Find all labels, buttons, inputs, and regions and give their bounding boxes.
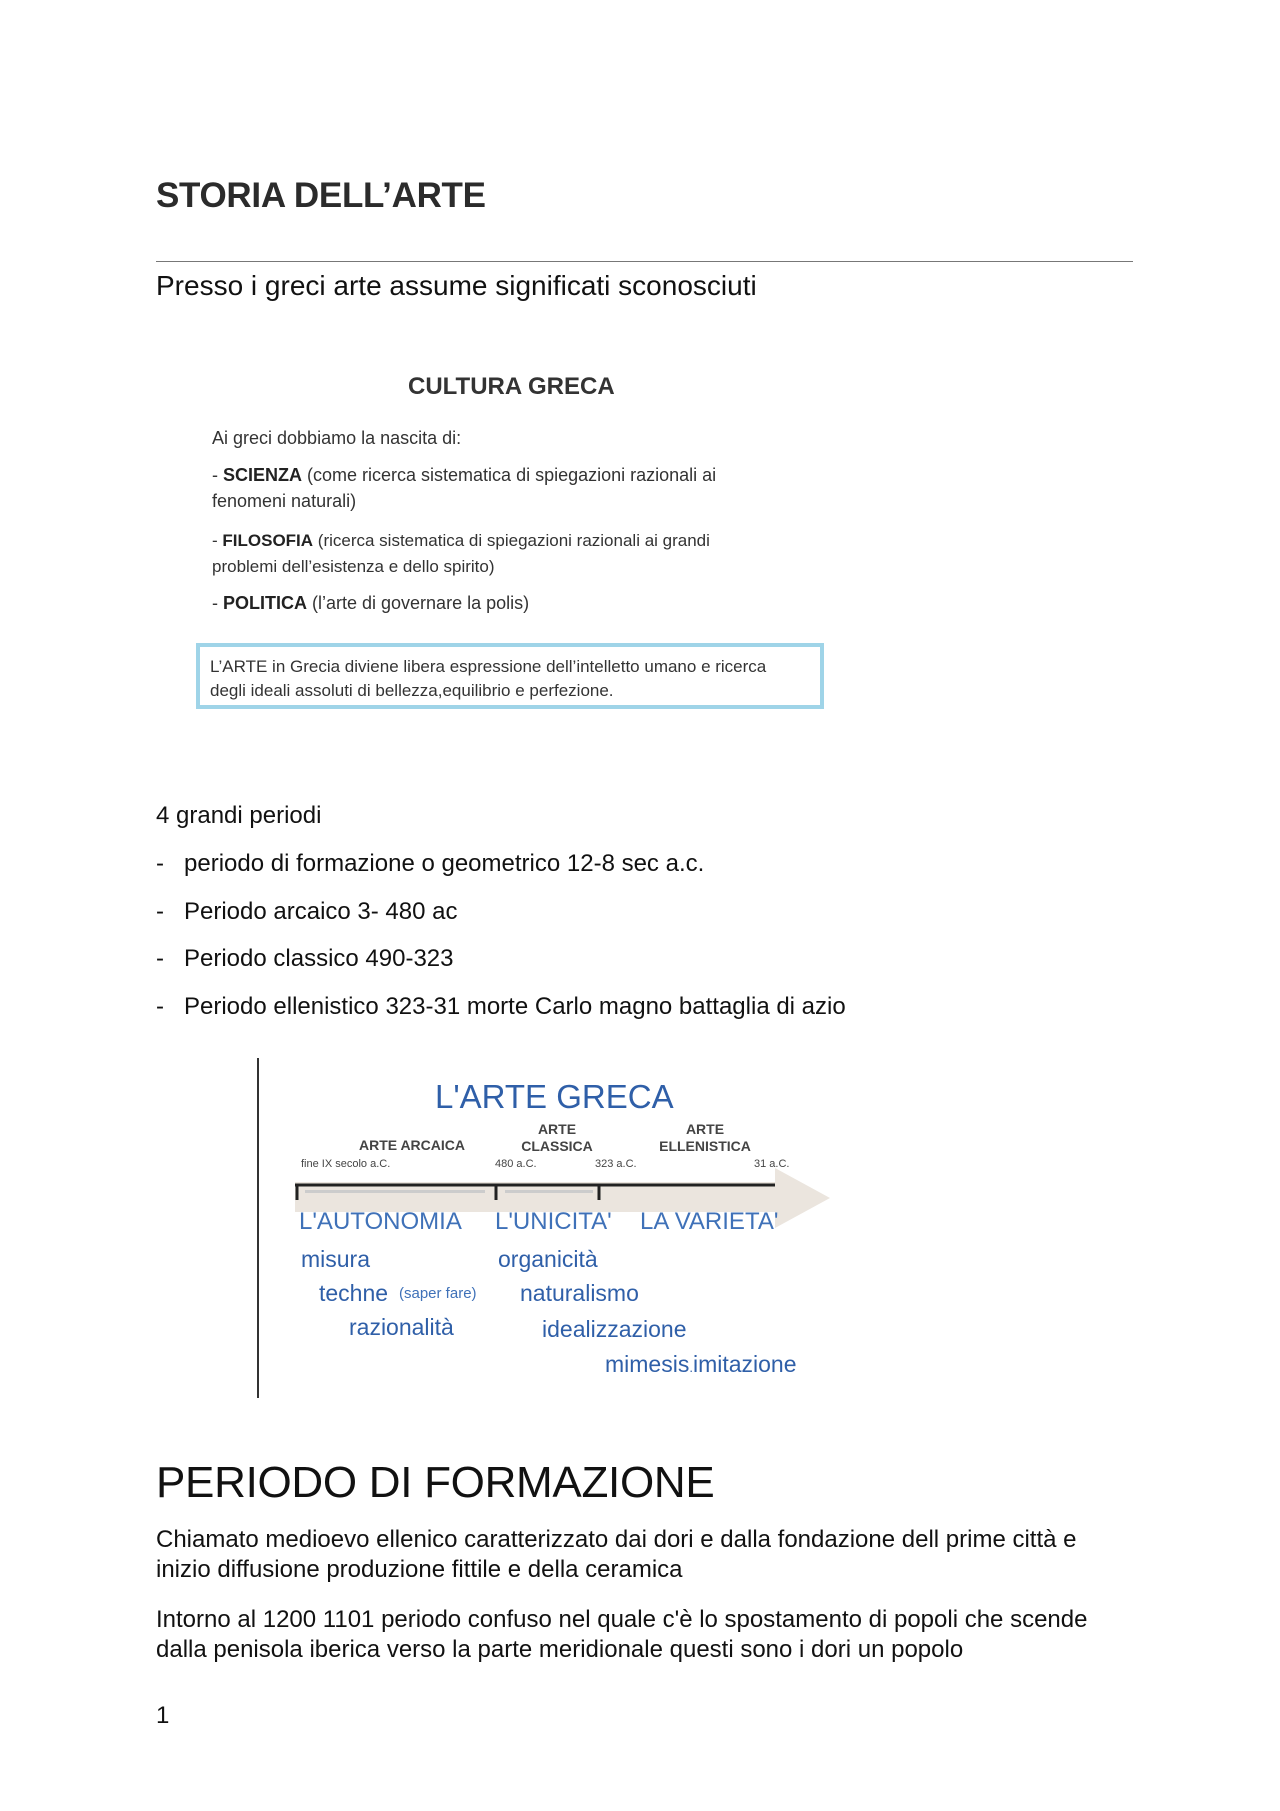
item-term: FILOSOFIA [222, 531, 314, 550]
date-label: fine IX secolo a.C. [301, 1158, 391, 1170]
bullet-dash: - [156, 993, 164, 1020]
era-ellenistica [645, 1121, 765, 1155]
word-techne: techne [319, 1280, 389, 1306]
box-line-2: degli ideali assoluti di bellezza,equilibrio e perfezione. [210, 681, 614, 700]
list-item-text: periodo di formazione o geometrico 12-8 sec a.c. [184, 850, 705, 877]
word-mimesis-text: mimesis [605, 1351, 690, 1377]
list-item-text: Periodo classico 490-323 [184, 945, 454, 972]
word-razionalita: razionalità [349, 1314, 454, 1340]
page-title: STORIA DELL’ARTE [156, 176, 486, 215]
arte-greca-figure [255, 1058, 845, 1398]
word-saper-fare: (saper fare) [399, 1285, 477, 1302]
concept-autonomia: L'AUTONOMIA [299, 1208, 462, 1235]
list-item [156, 993, 846, 1021]
list-item-text: Periodo ellenistico 323-31 morte Carlo magno battaglia di azio [184, 993, 846, 1020]
concept-varieta: LA VARIETA' [640, 1208, 779, 1235]
cultura-item-scienza [212, 462, 716, 514]
periodi-intro: 4 grandi periodi [156, 802, 322, 829]
section-heading: PERIODO DI FORMAZIONE [156, 1458, 715, 1507]
bullet-dash: - [156, 898, 164, 925]
cultura-greca-title: CULTURA GRECA [408, 373, 615, 400]
list-item [156, 850, 704, 878]
timeline-subbar [305, 1190, 485, 1193]
paragraph: Chiamato medioevo ellenico caratterizzato dai dori e dalla fondazione dell prime città e inizio diffusione produzione fittile e della ceramica [156, 1526, 1077, 1583]
paragraph: Intorno al 1200 1101 periodo confuso nel quale c'è lo spostamento di popoli che scende dalla penisola iberica verso la parte meridionale questi sono i dori un popolo [156, 1606, 1088, 1663]
bullet-dash: - [156, 850, 164, 877]
cultura-item-politica [212, 590, 529, 616]
era-arcaica [347, 1137, 477, 1154]
word-naturalismo: naturalismo [520, 1280, 639, 1306]
word-idealizzazione: idealizzazione [542, 1316, 687, 1342]
concept-unicita: L'UNICITA' [495, 1208, 612, 1235]
figure-left-border [257, 1058, 259, 1398]
list-item-text: Periodo arcaico 3- 480 ac [184, 898, 458, 925]
arte-definition-box [196, 643, 824, 709]
item-term: SCIENZA [223, 465, 303, 485]
arte-greca-title: L'ARTE GRECA [435, 1078, 674, 1115]
item-desc-2: fenomeni naturali) [212, 491, 357, 511]
timeline-subbar [505, 1190, 593, 1193]
box-line-1: L’ARTE in Grecia diviene libera espressione dell’intelletto umano e ricerca [210, 657, 767, 676]
title-divider [156, 261, 1133, 262]
item-prefix: - [212, 531, 223, 550]
bullet-dash: - [156, 945, 164, 972]
list-item [156, 945, 454, 973]
word-imitazione: imitazione [692, 1351, 797, 1377]
item-prefix: - [212, 593, 223, 613]
date-label: 323 a.C. [595, 1158, 637, 1170]
era-label: ARTE [537, 1121, 577, 1137]
cultura-item-filosofia [212, 528, 710, 580]
word-separator-dot: . [689, 1360, 693, 1375]
item-desc-2: problemi dell’esistenza e dello spirito) [212, 557, 495, 576]
date-label: 480 a.C. [495, 1158, 537, 1170]
list-item [156, 898, 458, 926]
item-prefix: - [212, 465, 223, 485]
cultura-greca-intro: Ai greci dobbiamo la nascita di: [212, 428, 462, 448]
era-label-2: ELLENISTICA [659, 1138, 751, 1154]
page-number: 1 [156, 1702, 170, 1729]
era-label-2: CLASSICA [521, 1138, 593, 1154]
era-classica [507, 1121, 607, 1155]
item-desc: (come ricerca sistematica di spiegazioni razionali ai [302, 465, 717, 485]
word-mimesis [605, 1351, 797, 1378]
date-label: 31 a.C. [754, 1158, 790, 1170]
item-desc: (l’arte di governare la polis) [307, 593, 530, 613]
word-organicita: organicità [498, 1246, 598, 1272]
era-label: ARTE ARCAICA [358, 1137, 466, 1153]
subtitle: Presso i greci arte assume significati sconosciuti [156, 270, 757, 301]
cultura-greca-figure [190, 365, 850, 725]
item-term: POLITICA [223, 593, 307, 613]
item-desc: (ricerca sistematica di spiegazioni razionali ai grandi [313, 531, 710, 550]
era-label: ARTE [685, 1121, 725, 1137]
word-misura: misura [301, 1246, 371, 1272]
